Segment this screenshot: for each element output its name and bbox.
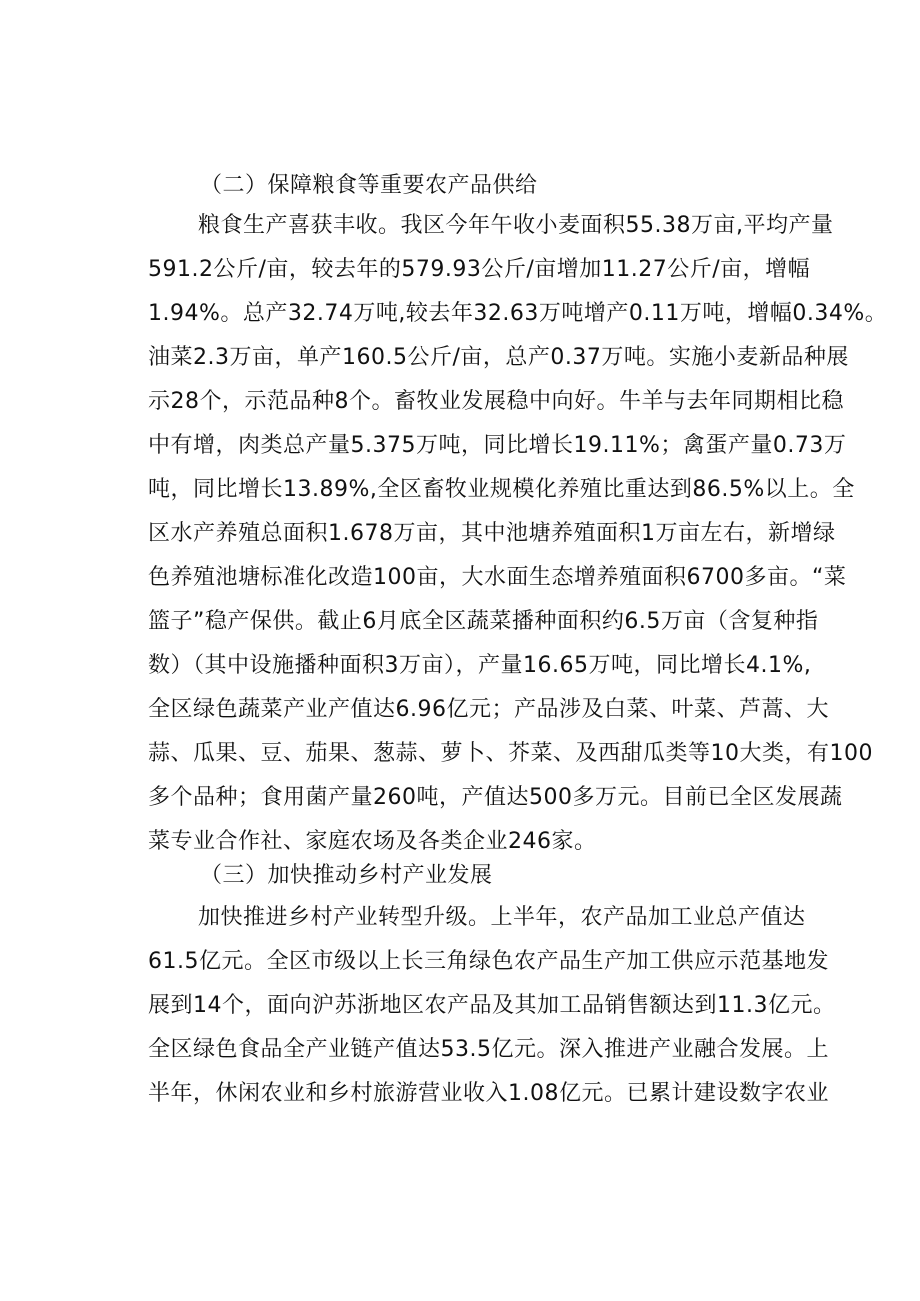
- section-heading-2: （二）保障粮食等重要农产品供给: [200, 173, 538, 198]
- paragraph-line: 1.94%。总产32.74万吨,较去年32.63万吨增产0.11万吨，增幅0.34%。: [148, 301, 888, 326]
- paragraph-line: 吨，同比增长13.89%,全区畜牧业规模化养殖比重达到86.5%以上。全: [148, 477, 855, 502]
- paragraph-line: 中有增，肉类总产量5.375万吨，同比增长19.11%；禽蛋产量0.73万: [148, 433, 847, 458]
- section-heading-3: （三）加快推动乡村产业发展: [200, 863, 493, 888]
- paragraph-line: 展到14个，面向沪苏浙地区农产品及其加工品销售额达到11.3亿元。: [148, 993, 836, 1018]
- paragraph-line: 591.2公斤/亩，较去年的579.93公斤/亩增加11.27公斤/亩，增幅: [148, 257, 811, 282]
- paragraph-line: 数）（其中设施播种面积3万亩），产量16.65万吨，同比增长4.1%,: [148, 653, 812, 678]
- section-2-body: [148, 208, 888, 854]
- paragraph-line: 油菜2.3万亩，单产160.5公斤/亩，总产0.37万吨。实施小麦新品种展: [148, 345, 849, 370]
- section-3-body: [148, 900, 836, 1120]
- paragraph-line: 多个品种；食用菌产量260吨，产值达500多万元。目前已全区发展蔬: [148, 785, 843, 810]
- paragraph-line: 蒜、瓜果、豆、茄果、葱蒜、萝卜、芥菜、及西甜瓜类等10大类，有100: [148, 741, 873, 766]
- paragraph-line: 加快推进乡村产业转型升级。上半年，农产品加工业总产值达: [198, 905, 806, 930]
- paragraph-line: 菜专业合作社、家庭农场及各类企业246家。: [148, 829, 597, 854]
- paragraph-line: 半年，休闲农业和乡村旅游营业收入1.08亿元。已累计建设数字农业: [148, 1081, 829, 1106]
- paragraph-line: 篮子”稳产保供。截止6月底全区蔬菜播种面积约6.5万亩（含复种指: [148, 609, 819, 634]
- paragraph-line: 全区绿色食品全产业链产值达53.5亿元。深入推进产业融合发展。上: [148, 1037, 829, 1062]
- paragraph-line: 61.5亿元。全区市级以上长三角绿色农产品生产加工供应示范基地发: [148, 949, 829, 974]
- paragraph-line: 区水产养殖总面积1.678万亩，其中池塘养殖面积1万亩左右，新增绿: [148, 521, 836, 546]
- paragraph-line: 全区绿色蔬菜产业产值达6.96亿元；产品涉及白菜、叶菜、芦蒿、大: [148, 697, 829, 722]
- paragraph-line: 色养殖池塘标准化改造100亩，大水面生态增养殖面积6700多亩。“菜: [148, 565, 847, 590]
- paragraph-line: 粮食生产喜获丰收。我区今年午收小麦面积55.38万亩,平均产量: [198, 213, 834, 238]
- paragraph-line: 示28个，示范品种8个。畜牧业发展稳中向好。牛羊与去年同期相比稳: [148, 389, 844, 414]
